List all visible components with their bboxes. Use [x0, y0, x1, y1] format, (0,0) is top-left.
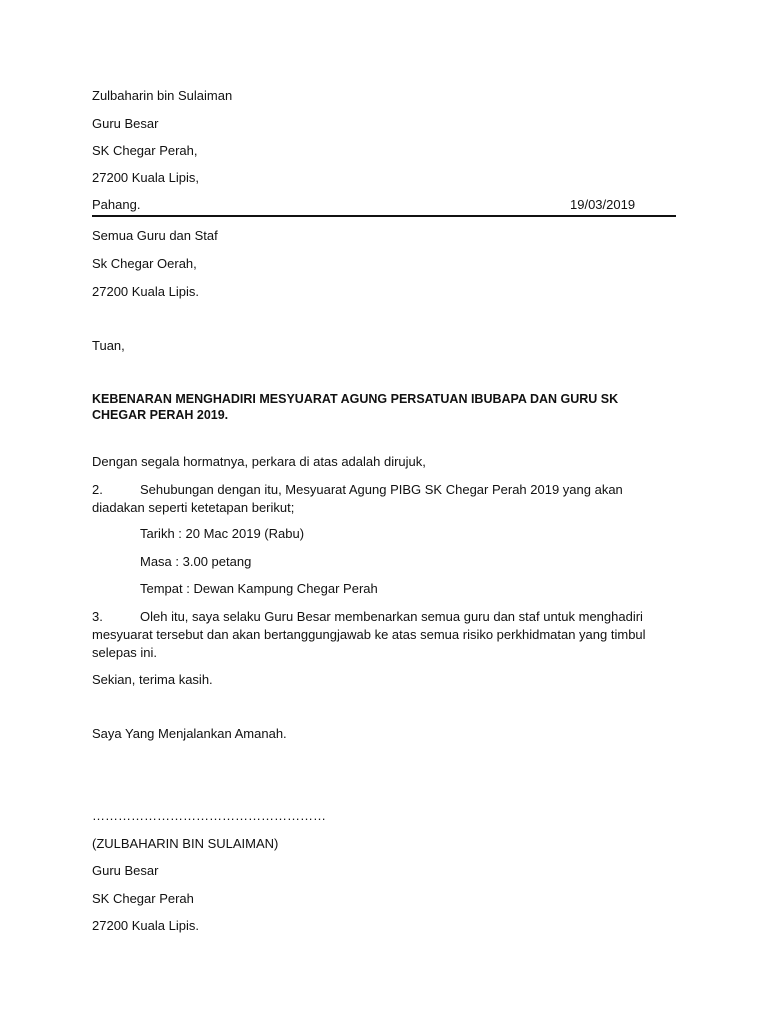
- paragraph-2-text: Sehubungan dengan itu, Mesyuarat Agung PIBG SK Chegar Perah 2019 yang akan diadakan seperti ketetapan berikut;: [92, 482, 623, 515]
- recipient-line3: 27200 Kuala Lipis.: [92, 284, 199, 299]
- motto: Saya Yang Menjalankan Amanah.: [92, 726, 287, 741]
- detail-masa: Masa : 3.00 petang: [140, 554, 252, 569]
- paragraph-3-text: Oleh itu, saya selaku Guru Besar membenarkan semua guru dan staf untuk menghadiri mesyuarat tersebut dan akan bertanggungjawab ke atas semua risiko perkhidmatan yang timbul selepas ini.: [92, 609, 646, 660]
- opening-line: Dengan segala hormatnya, perkara di atas adalah dirujuk,: [92, 454, 426, 469]
- closing-line: Sekian, terima kasih.: [92, 672, 213, 687]
- paragraph-3: [92, 608, 668, 662]
- signatory-title: Guru Besar: [92, 863, 159, 878]
- letter-date: 19/03/2019: [570, 197, 636, 212]
- sender-postcode-city: 27200 Kuala Lipis,: [92, 170, 199, 185]
- signature-line: ………………………………………………: [92, 808, 326, 823]
- paragraph-2: [92, 481, 668, 517]
- paragraph-3-number: 3.: [92, 609, 103, 624]
- sender-title: Guru Besar: [92, 116, 159, 131]
- sender-name: Zulbaharin bin Sulaiman: [92, 88, 233, 103]
- detail-tarikh: Tarikh : 20 Mac 2019 (Rabu): [140, 526, 305, 541]
- letter-subject: KEBENARAN MENGHADIRI MESYUARAT AGUNG PERSATUAN IBUBAPA DAN GURU SK CHEGAR PERAH 2019.: [92, 392, 619, 422]
- recipient-line1: Semua Guru dan Staf: [92, 228, 218, 243]
- signatory-name: (ZULBAHARIN BIN SULAIMAN): [92, 836, 279, 851]
- salutation: Tuan,: [92, 338, 125, 353]
- recipient-line2: Sk Chegar Oerah,: [92, 256, 197, 271]
- state-date-row: [92, 197, 676, 217]
- detail-tempat: Tempat : Dewan Kampung Chegar Perah: [140, 581, 378, 596]
- signatory-school: SK Chegar Perah: [92, 891, 194, 906]
- sender-state: Pahang.: [92, 197, 141, 212]
- paragraph-2-number: 2.: [92, 482, 103, 497]
- signatory-postcode-city: 27200 Kuala Lipis.: [92, 918, 199, 933]
- sender-school: SK Chegar Perah,: [92, 143, 198, 158]
